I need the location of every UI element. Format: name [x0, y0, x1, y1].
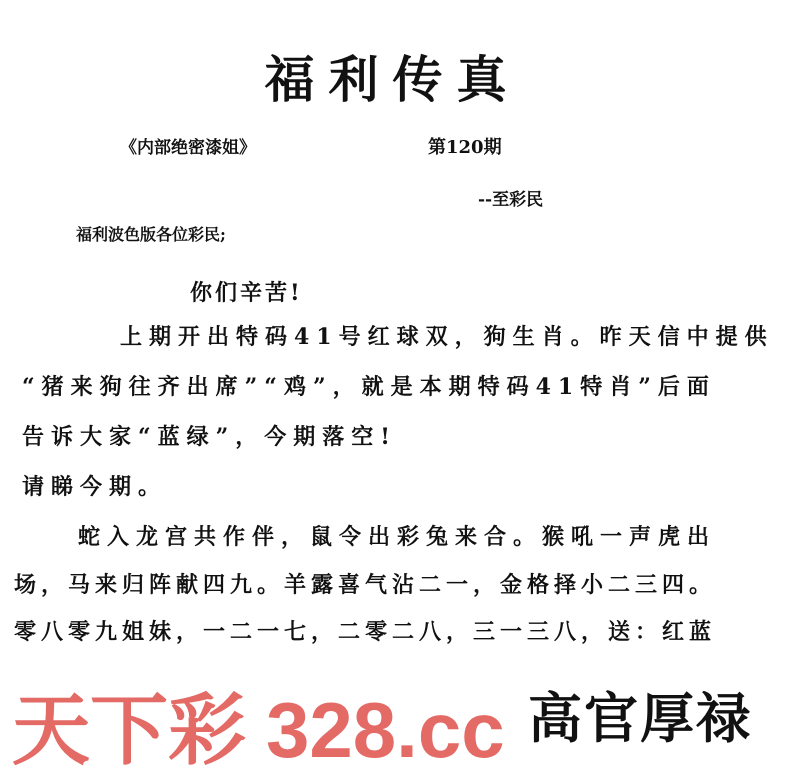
paragraph-line: 告诉大家“蓝绿”，今期落空!	[22, 424, 397, 450]
paragraph-line: “猪来狗往齐出席”“鸡”，就是本期特码41特肖”后面	[22, 374, 716, 400]
issue-number: 第120期	[428, 137, 502, 158]
salutation: 你们辛苦!	[190, 280, 303, 306]
document-subtitle: 《内部绝密漆姐》	[120, 138, 256, 158]
greeting: 福利波色版各位彩民;	[76, 225, 226, 244]
paragraph-line: 蛇入龙宫共作伴，鼠令出彩兔来合。猴吼一声虎出	[78, 524, 717, 550]
signature: --至彩民	[478, 190, 544, 210]
watermark-domain: 328.cc	[266, 686, 505, 774]
paragraph-line: 上期开出特码41号红球双，狗生肖。昨天信中提供	[120, 324, 774, 350]
watermark-text: 天下彩	[12, 686, 247, 774]
paragraph-line: 零八零九姐妹，一二一七，二零二八，三一三八，送：红蓝	[14, 619, 717, 645]
paragraph-line: 请睇今期。	[22, 474, 168, 500]
document-title: 福利传真	[264, 50, 521, 109]
watermark	[12, 668, 505, 780]
closing-text: 高官厚禄	[528, 686, 752, 750]
paragraph-line: 场，马来归阵献四九。羊露喜气沾二一，金格择小二三四。	[14, 572, 717, 598]
